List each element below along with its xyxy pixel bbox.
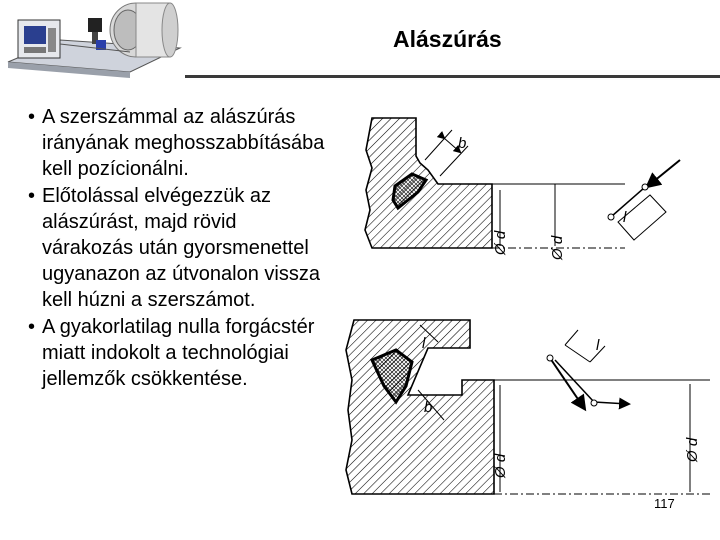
slide-title: Alászúrás [393, 26, 502, 52]
dim-label-b: b [458, 135, 467, 152]
bullet-item [28, 183, 328, 314]
bullet-text: A gyakorlatilag nulla forgácstér miatt indokolt a technológiai jellemzők csökkentése. [42, 315, 315, 391]
cnc-lathe-logo-icon [0, 0, 185, 92]
bullet-symbol: • [28, 184, 36, 207]
bullet-text: Előtolással elvégezzük az alászúrást, majd rövid várakozás után gyorsmenettel ugyanazon az útvonalon vissza kell húzni a szerszámot. [42, 184, 320, 312]
undercut-diagram [340, 110, 710, 500]
bullet-item [28, 314, 328, 393]
bullet-symbol: • [28, 315, 36, 338]
bullet-list [28, 104, 328, 392]
dim-label-l: l [596, 337, 600, 354]
bullet-symbol: • [28, 106, 36, 128]
dim-label-d: Ø d [492, 230, 509, 255]
dim-label-d: Ø d [684, 437, 701, 462]
workpiece-top [365, 118, 625, 261]
page-number: 117 [654, 496, 675, 511]
dim-label-d: Ø d [492, 453, 509, 478]
bullet-text: A szerszámmal az alászúrás irányának meghosszabbításába kell pozícionálni. [42, 106, 325, 181]
header-divider [185, 75, 720, 78]
dim-label-l: l [422, 335, 426, 352]
tool-path-bottom [547, 330, 701, 492]
workpiece-bottom [346, 320, 710, 494]
dim-label-b: b [424, 399, 433, 416]
bullet-item [28, 104, 328, 183]
dim-label-l: l [623, 209, 627, 226]
tool-path-top [608, 160, 680, 240]
dim-label-d: Ø d [549, 235, 566, 260]
